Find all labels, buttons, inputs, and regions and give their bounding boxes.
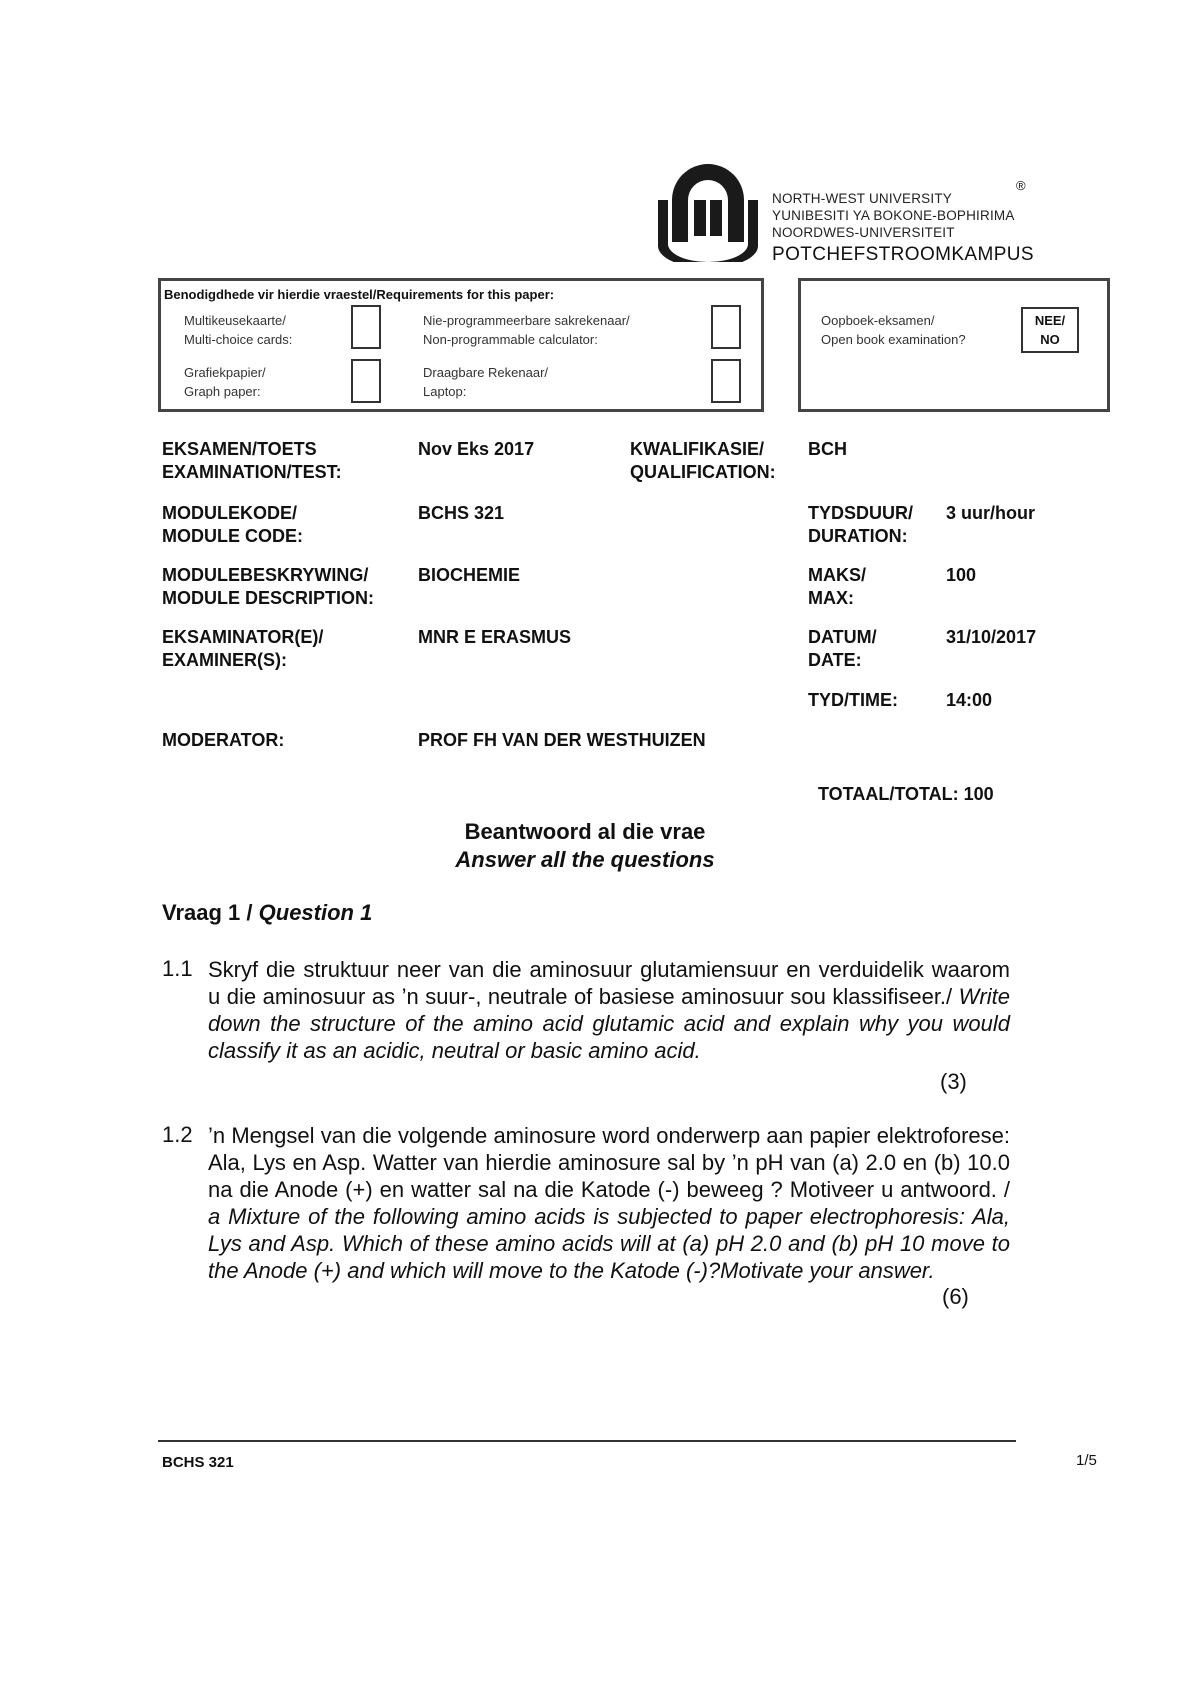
- exam-label-en: EXAMINATION/TEST:: [162, 462, 342, 482]
- max-value: 100: [946, 565, 977, 585]
- qual-label-af: KWALIFIKASIE/: [630, 439, 764, 459]
- exam-label: [162, 438, 342, 484]
- code-label-af: MODULEKODE/: [162, 503, 297, 523]
- footer-page-number: 1/5: [1076, 1452, 1097, 1469]
- examiner-value: MNR E ERASMUS: [418, 627, 572, 647]
- qualification-value: BCH: [808, 439, 847, 459]
- exam-label-af: EKSAMEN/TOETS: [162, 439, 317, 459]
- registered-mark: ®: [1016, 178, 1026, 193]
- desc-label-en: MODULE DESCRIPTION:: [162, 588, 375, 608]
- instruction-en: Answer all the questions: [455, 847, 715, 872]
- open-book-answer-en: NO: [1040, 332, 1060, 347]
- laptop-label-af: Draagbare Rekenaar/: [423, 365, 549, 380]
- footer-module-code: BCHS 321: [162, 1454, 234, 1471]
- duration-label-af: TYDSDUUR/: [808, 503, 914, 523]
- total-marks: TOTAAL/TOTAL: 100: [818, 784, 994, 804]
- question-heading-af: Vraag 1 /: [162, 900, 253, 925]
- duration-label: [808, 502, 913, 548]
- requirements-heading: Benodigdhede vir hierdie vraestel/Requirements for this paper:: [164, 287, 555, 302]
- date-label-en: DATE:: [808, 650, 862, 670]
- graph-paper-checkbox[interactable]: [351, 359, 381, 403]
- calc-label-af: Nie-programmeerbare sakrekenaar/: [423, 313, 630, 328]
- question-text: [208, 956, 1010, 1064]
- open-book-answer-af: NEE/: [1034, 313, 1066, 328]
- footer-divider: [158, 1440, 1016, 1442]
- module-code-label: [162, 502, 303, 548]
- calculator-checkbox[interactable]: [711, 305, 741, 349]
- examiner-label: [162, 626, 323, 672]
- max-label-af: MAKS/: [808, 565, 866, 585]
- question-marks: (3): [940, 1069, 967, 1094]
- university-name-tn: YUNIBESITI YA BOKONE-BOPHIRIMA: [772, 208, 1015, 223]
- module-desc-label: [162, 564, 374, 610]
- examiner-label-en: EXAMINER(S):: [162, 650, 287, 670]
- mcq-label-af: Multikeusekaarte/: [184, 313, 286, 328]
- university-name-af: NOORDWES-UNIVERSITEIT: [772, 225, 955, 240]
- question-text: [208, 1122, 1010, 1284]
- time-value: 14:00: [946, 690, 993, 710]
- question-marks: (6): [942, 1284, 969, 1309]
- desc-label-af: MODULEBESKRYWING/: [162, 565, 369, 585]
- moderator-value: PROF FH VAN DER WESTHUIZEN: [418, 730, 706, 750]
- question-number: 1.2: [162, 1122, 193, 1147]
- module-desc-value: BIOCHEMIE: [418, 565, 521, 585]
- graph-label-en: Graph paper:: [184, 384, 261, 399]
- instruction-af: Beantwoord al die vrae: [464, 819, 706, 844]
- qual-label-en: QUALIFICATION:: [630, 462, 776, 482]
- open-book-box: [798, 278, 1110, 412]
- mcq-label-en: Multi-choice cards:: [184, 332, 293, 347]
- campus-name: POTCHEFSTROOMKAMPUS: [772, 244, 1035, 265]
- max-label: [808, 564, 866, 610]
- laptop-checkbox[interactable]: [711, 359, 741, 403]
- code-label-en: MODULE CODE:: [162, 526, 303, 546]
- date-label: [808, 626, 877, 672]
- university-logo: [658, 160, 758, 262]
- question-text-en: Write down the structure of the amino acid glutamic acid and explain why you would classify it as an acidic, neutral or basic amino acid.: [208, 984, 1010, 1063]
- calculator-label: [423, 311, 630, 349]
- date-label-af: DATUM/: [808, 627, 877, 647]
- question-text-af: Skryf die struktuur neer van die aminosuur glutamiensuur en verduidelik waarom u die aminosuur as ’n suur-, neutrale of basiese aminosuur sou klassifiseer./: [208, 957, 1010, 1009]
- date-value: 31/10/2017: [946, 627, 1037, 647]
- question-text-af: ’n Mengsel van die volgende aminosure word onderwerp aan papier elektroforese: Ala, Lys en Asp. Watter van hierdie aminosure sal by ’n pH van (a) 2.0 en (b) 10.0 na die Anode (+) en watter sal na die Katode (-) beweeg ? Motiveer u antwoord. /: [208, 1123, 1010, 1202]
- graph-label-af: Grafiekpapier/: [184, 365, 266, 380]
- max-label-en: MAX:: [808, 588, 854, 608]
- qualification-label: [630, 438, 776, 484]
- mcq-label: [184, 311, 292, 349]
- requirements-box: [158, 278, 764, 412]
- question-text-en: a Mixture of the following amino acids is subjected to paper electrophoresis: Ala, Lys and Asp. Which of these amino acids will at (a) pH 2.0 and (b) pH 10 move to the Anode (+) and which will move to the Katode (-)?Motivate your answer.: [208, 1204, 1010, 1283]
- question-number: 1.1: [162, 956, 193, 981]
- university-name-en: NORTH-WEST UNIVERSITY: [772, 191, 952, 206]
- open-book-answer: [1021, 307, 1079, 353]
- calc-label-en: Non-programmable calculator:: [423, 332, 598, 347]
- laptop-label: [423, 363, 548, 401]
- question-heading-en: Question 1: [258, 900, 373, 925]
- open-book-label: [821, 311, 966, 349]
- question-heading: [162, 900, 372, 926]
- mcq-checkbox[interactable]: [351, 305, 381, 349]
- open-book-label-en: Open book examination?: [821, 332, 966, 347]
- exam-value: Nov Eks 2017: [418, 439, 535, 459]
- time-label: TYD/TIME:: [808, 690, 898, 710]
- open-book-label-af: Oopboek-eksamen/: [821, 313, 935, 328]
- module-code-value: BCHS 321: [418, 503, 505, 523]
- moderator-label: MODERATOR:: [162, 730, 285, 750]
- laptop-label-en: Laptop:: [423, 384, 467, 399]
- duration-label-en: DURATION:: [808, 526, 908, 546]
- examiner-label-af: EKSAMINATOR(E)/: [162, 627, 324, 647]
- duration-value: 3 uur/hour: [946, 503, 1035, 523]
- graph-paper-label: [184, 363, 266, 401]
